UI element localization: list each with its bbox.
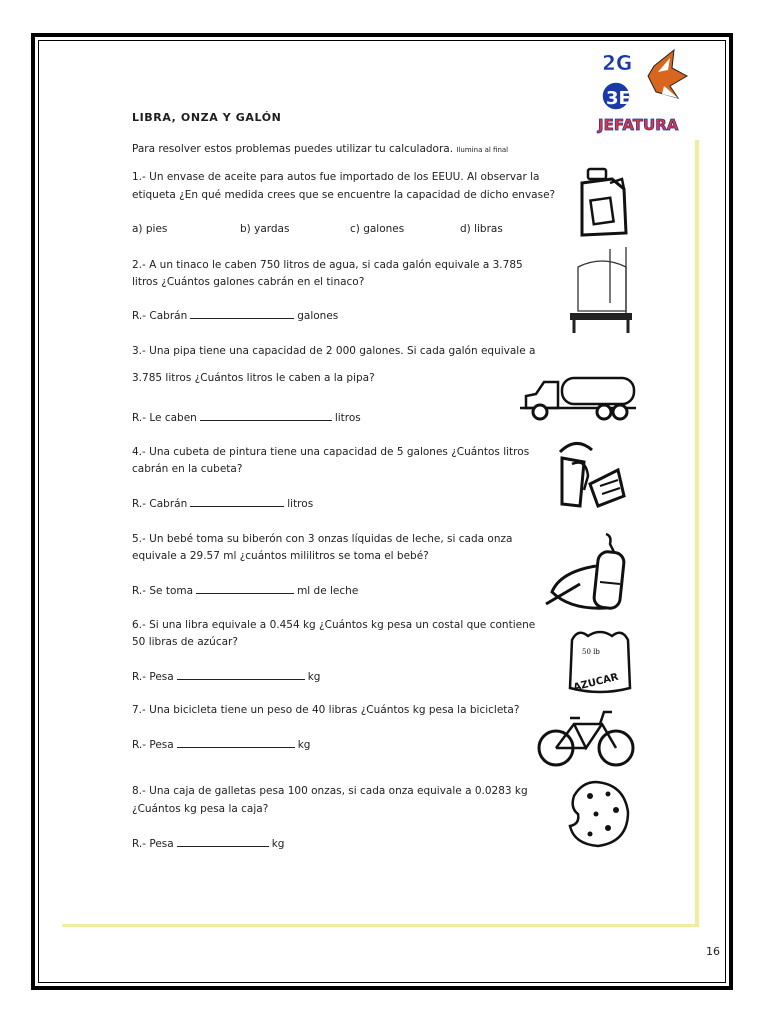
q2-line2: litros ¿Cuántos galones cabrán en el tinaco? (132, 276, 365, 288)
q8-line2: ¿Cuántos kg pesa la caja? (132, 803, 269, 815)
q8-line1: 8.- Una caja de galletas pesa 100 onzas, si cada onza equivale a 0.0283 kg (132, 785, 528, 797)
q1-option-a: a) pies (132, 223, 168, 235)
q5-answer-prefix: R.- Se toma (132, 585, 194, 597)
q1-line2: etiqueta ¿En qué medida crees que se encuentre la capacidad de dicho envase? (132, 189, 556, 201)
q8-answer-blank[interactable] (177, 836, 269, 847)
q8-answer-prefix: R.- Pesa (132, 838, 174, 850)
water-tank-icon (564, 245, 636, 335)
q1-option-c: c) galones (350, 223, 405, 235)
q6-answer-suffix: kg (307, 671, 321, 683)
q3-line2: 3.785 litros ¿Cuántos litros le caben a la pipa? (132, 372, 375, 384)
logo-mid-text: 3Er (606, 88, 640, 109)
q6-answer-blank[interactable] (177, 669, 305, 680)
q4-answer-prefix: R.- Cabrán (132, 498, 188, 510)
q4-line1: 4.- Una cubeta de pintura tiene una capacidad de 5 galones ¿Cuántos litros (132, 446, 530, 458)
sack-sugar-label: AZUCAR (572, 671, 620, 694)
q7-answer-suffix: kg (297, 739, 311, 751)
q7-answer-blank[interactable] (177, 737, 295, 748)
q2-answer-blank[interactable] (190, 308, 294, 319)
q4-line2: cabrán en la cubeta? (132, 463, 243, 475)
sack-weight-label: 50 lb (582, 648, 600, 656)
page-number: 16 (706, 945, 720, 958)
q5-answer-blank[interactable] (196, 583, 294, 594)
q5-line2: equivale a 29.57 ml ¿cuántos mililitros se toma el bebé? (132, 550, 429, 562)
q4-answer-blank[interactable] (190, 496, 284, 507)
intro-text (132, 142, 508, 157)
q5-answer (132, 583, 358, 598)
q7-line1: 7.- Una bicicleta tiene un peso de 40 libras ¿Cuántos kg pesa la bicicleta? (132, 704, 520, 716)
q2-answer (132, 308, 338, 323)
q2-answer-prefix: R.- Cabrán (132, 310, 188, 322)
page-title: LIBRA, ONZA Y GALÓN (132, 111, 282, 124)
tanker-truck-icon (518, 372, 640, 422)
q6-line2: 50 libras de azúcar? (132, 636, 238, 648)
q3-answer (132, 410, 361, 425)
q3-line1: 3.- Una pipa tiene una capacidad de 2 000 galones. Si cada galón equivale a (132, 345, 536, 357)
q5-answer-suffix: ml de leche (297, 585, 359, 597)
cookie-icon (566, 778, 632, 850)
q4-answer (132, 496, 313, 511)
jefatura-logo (592, 46, 692, 136)
q2-line1: 2.- A un tinaco le caben 750 litros de agua, si cada galón equivale a 3.785 (132, 259, 523, 271)
sheet-shadow-right (695, 140, 699, 925)
q3-answer-blank[interactable] (200, 410, 332, 421)
sugar-sack-icon (564, 626, 636, 696)
paint-bucket-icon (554, 434, 630, 520)
q7-answer-prefix: R.- Pesa (132, 739, 174, 751)
q1-option-b: b) yardas (240, 223, 290, 235)
bicycle-icon (536, 706, 636, 772)
q3-answer-prefix: R.- Le caben (132, 412, 197, 424)
q6-line1: 6.- Si una libra equivale a 0.454 kg ¿Cuántos kg pesa un costal que contiene (132, 619, 536, 631)
intro-main: Para resolver estos problemas puedes utilizar tu calculadora. (132, 143, 454, 155)
oil-container-icon (574, 165, 634, 240)
logo-bottom-text: JEFATURA (598, 116, 679, 134)
q8-answer (132, 836, 284, 851)
q8-answer-suffix: kg (271, 838, 285, 850)
q2-answer-suffix: galones (297, 310, 339, 322)
intro-note: Ilumina al final (456, 146, 509, 154)
q7-answer (132, 737, 310, 752)
q5-line1: 5.- Un bebé toma su biberón con 3 onzas líquidas de leche, si cada onza (132, 533, 513, 545)
logo-top-text: 2G (602, 51, 633, 75)
q1-option-d: d) libras (460, 223, 503, 235)
q1-line1: 1.- Un envase de aceite para autos fue importado de los EEUU. Al observar la (132, 171, 540, 183)
q4-answer-suffix: litros (287, 498, 314, 510)
q3-answer-suffix: litros (334, 412, 361, 424)
q6-answer (132, 669, 320, 684)
sheet-shadow-bottom (62, 924, 699, 927)
baby-bottle-icon (540, 530, 636, 616)
q6-answer-prefix: R.- Pesa (132, 671, 174, 683)
